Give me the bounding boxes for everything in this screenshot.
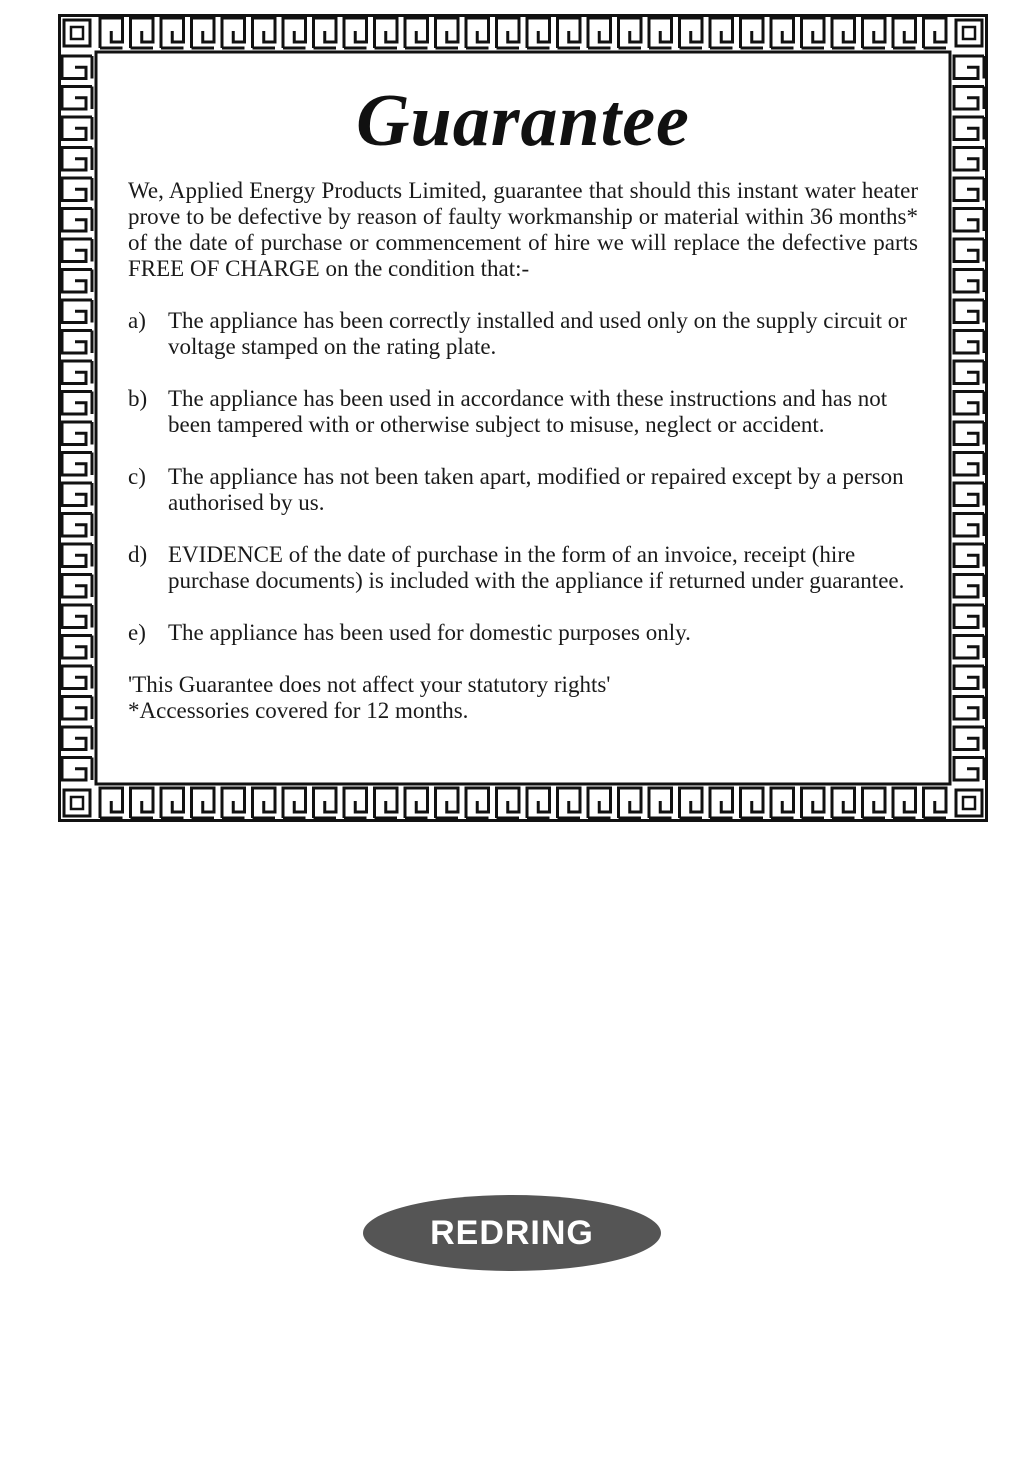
guarantee-intro: We, Applied Energy Products Limited, guarantee that should this instant water heater prove to be defective by reason of faulty workmanship or material within 36 months* of the date of purchase or commencement of hire we will replace the defective parts FREE OF CHARGE on the condition that:- [128, 178, 918, 281]
greek-key-motif [131, 788, 154, 818]
greek-key-motif [893, 788, 916, 818]
greek-key-motif [954, 453, 984, 476]
greek-key-motif [954, 300, 984, 323]
greek-key-motif [588, 18, 611, 48]
greek-key-motif [680, 18, 703, 48]
greek-key-motif [802, 788, 825, 818]
redring-logo-graphic [362, 1194, 662, 1272]
greek-key-motif [344, 18, 367, 48]
corner-motif [64, 790, 90, 816]
greek-key-motif [954, 361, 984, 384]
greek-key-motif [62, 575, 92, 598]
condition-b [128, 386, 918, 438]
greek-key-motif [802, 18, 825, 48]
corner-motif [956, 790, 982, 816]
greek-key-motif [62, 605, 92, 628]
greek-key-motif [375, 788, 398, 818]
greek-key-motif [954, 392, 984, 415]
condition-letter: b) [128, 386, 148, 411]
greek-key-motif [253, 18, 276, 48]
greek-key-motif [771, 788, 794, 818]
greek-key-motif [619, 18, 642, 48]
greek-key-motif [62, 331, 92, 354]
condition-text: The appliance has been used in accordance with these instructions and has not been tampered with or otherwise subject to misuse, neglect or accident. [168, 386, 888, 437]
greek-key-motif [62, 758, 92, 781]
condition-a [128, 308, 918, 360]
greek-key-motif [62, 636, 92, 659]
greek-key-motif [62, 453, 92, 476]
greek-key-motif [710, 788, 733, 818]
greek-key-motif [924, 788, 947, 818]
greek-key-motif [100, 788, 123, 818]
greek-key-motif [954, 331, 984, 354]
greek-key-motif [62, 514, 92, 537]
greek-key-motif [954, 575, 984, 598]
greek-key-motif [62, 544, 92, 567]
statutory-note: 'This Guarantee does not affect your statutory rights' [128, 672, 611, 697]
greek-key-motif [253, 788, 276, 818]
greek-key-motif [62, 727, 92, 750]
greek-key-motif [62, 148, 92, 171]
accessories-note: *Accessories covered for 12 months. [128, 698, 469, 723]
greek-key-motif [314, 788, 337, 818]
condition-text: The appliance has not been taken apart, modified or repaired except by a person authorised by us. [168, 464, 904, 515]
greek-key-motif [222, 788, 245, 818]
condition-text: EVIDENCE of the date of purchase in the form of an invoice, receipt (hire purchase documents) is included with the appliance if returned under guarantee. [168, 542, 905, 593]
guarantee-frame [58, 14, 988, 822]
condition-text: The appliance has been correctly installed and used only on the supply circuit or voltage stamped on the rating plate. [168, 308, 907, 359]
greek-key-motif [954, 209, 984, 232]
greek-key-motif [863, 788, 886, 818]
greek-key-motif [192, 788, 215, 818]
greek-key-motif [619, 788, 642, 818]
greek-key-motif [527, 788, 550, 818]
greek-key-motif [466, 788, 489, 818]
greek-key-motif [832, 788, 855, 818]
greek-key-motif [192, 18, 215, 48]
condition-d [128, 542, 918, 594]
corner-motif [64, 20, 90, 46]
greek-key-motif [954, 148, 984, 171]
condition-c [128, 464, 918, 516]
greek-key-motif [497, 788, 520, 818]
greek-key-motif [62, 697, 92, 720]
greek-key-motif [680, 788, 703, 818]
condition-text: The appliance has been used for domestic purposes only. [168, 620, 691, 645]
guarantee-content [128, 80, 918, 724]
greek-key-motif [62, 117, 92, 140]
greek-key-motif [283, 788, 306, 818]
greek-key-motif [741, 788, 764, 818]
greek-key-motif [62, 666, 92, 689]
condition-e [128, 620, 918, 646]
greek-key-motif [954, 178, 984, 201]
greek-key-motif [954, 483, 984, 506]
greek-key-motif [62, 361, 92, 384]
condition-letter: e) [128, 620, 146, 645]
greek-key-motif [466, 18, 489, 48]
greek-key-motif [954, 697, 984, 720]
greek-key-motif [893, 18, 916, 48]
greek-key-motif [283, 18, 306, 48]
greek-key-motif [954, 727, 984, 750]
greek-key-motif [100, 18, 123, 48]
redring-logo [362, 1194, 662, 1272]
greek-key-motif [954, 117, 984, 140]
greek-key-motif [954, 514, 984, 537]
greek-key-motif [62, 56, 92, 79]
greek-key-motif [375, 18, 398, 48]
greek-key-motif [62, 483, 92, 506]
logo-text: REDRING [430, 1214, 594, 1252]
greek-key-motif [954, 666, 984, 689]
greek-key-motif [649, 788, 672, 818]
condition-letter: d) [128, 542, 148, 567]
corner-motif [956, 20, 982, 46]
greek-key-motif [863, 18, 886, 48]
greek-key-motif [954, 605, 984, 628]
greek-key-motif [771, 18, 794, 48]
greek-key-motif [954, 758, 984, 781]
greek-key-motif [314, 18, 337, 48]
greek-key-motif [954, 544, 984, 567]
greek-key-motif [161, 18, 184, 48]
greek-key-motif [405, 788, 428, 818]
greek-key-motif [222, 18, 245, 48]
greek-key-motif [954, 56, 984, 79]
greek-key-motif [62, 422, 92, 445]
greek-key-motif [62, 209, 92, 232]
greek-key-motif [741, 18, 764, 48]
greek-key-motif [62, 178, 92, 201]
greek-key-motif [62, 239, 92, 262]
greek-key-motif [954, 239, 984, 262]
greek-key-motif [436, 18, 459, 48]
greek-key-motif [405, 18, 428, 48]
greek-key-motif [832, 18, 855, 48]
greek-key-motif [62, 300, 92, 323]
greek-key-motif [649, 18, 672, 48]
greek-key-motif [954, 422, 984, 445]
greek-key-motif [62, 392, 92, 415]
greek-key-motif [954, 270, 984, 293]
greek-key-motif [497, 18, 520, 48]
greek-key-motif [710, 18, 733, 48]
greek-key-motif [558, 788, 581, 818]
guarantee-title: Guarantee [356, 80, 690, 162]
greek-key-motif [62, 87, 92, 110]
greek-key-motif [436, 788, 459, 818]
greek-key-motif [924, 18, 947, 48]
greek-key-motif [588, 788, 611, 818]
greek-key-motif [161, 788, 184, 818]
greek-key-motif [527, 18, 550, 48]
greek-key-motif [954, 87, 984, 110]
greek-key-motif [131, 18, 154, 48]
greek-key-motif [558, 18, 581, 48]
greek-key-motif [62, 270, 92, 293]
condition-letter: a) [128, 308, 146, 333]
greek-key-motif [954, 636, 984, 659]
condition-letter: c) [128, 464, 146, 489]
greek-key-motif [344, 788, 367, 818]
